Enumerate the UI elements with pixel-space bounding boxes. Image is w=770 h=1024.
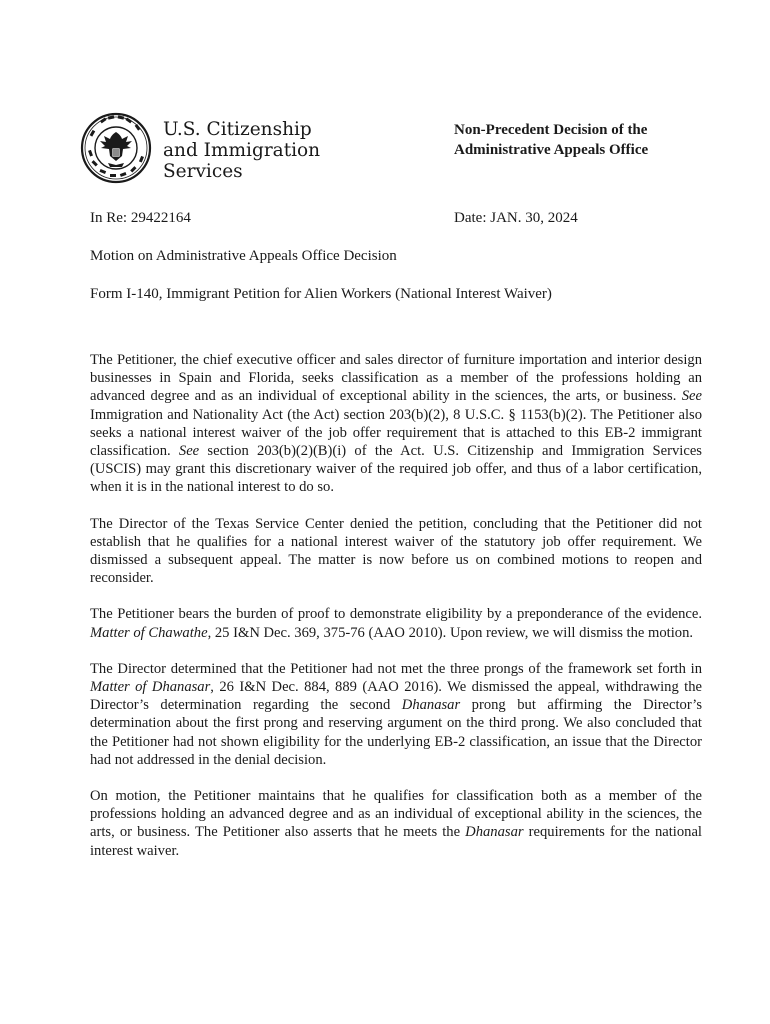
p3-case-citation: Matter of Chawathe: [90, 624, 208, 641]
agency-line-3: Services: [163, 161, 243, 182]
decision-type: [454, 121, 648, 160]
paragraph-4: [90, 660, 702, 769]
p5-text-b: requirements for the national interest waiver.: [90, 824, 702, 859]
agency-line-1: U.S. Citizenship: [163, 119, 312, 140]
p4-text-b: , 26 I&N Dec. 884, 889 (AAO 2016). We dismissed the appeal, withdrawing the Director’s determination regarding the second: [90, 679, 703, 714]
decision-date: Date: JAN. 30, 2024: [454, 210, 578, 226]
decision-type-line-1: Non-Precedent Decision of the: [454, 122, 648, 138]
p4-case-citation: Matter of Dhanasar: [90, 679, 211, 696]
agency-name: [163, 119, 320, 182]
p5-text-a: On motion, the Petitioner maintains that he qualifies for classification both as a member of the professions holding an advanced degree and as an individual of exceptional ability in the sciences, the arts, or business. The Petitioner also asserts that he meets the: [90, 788, 702, 841]
motion-type: Motion on Administrative Appeals Office Decision: [90, 248, 397, 264]
receipt-number: In Re: 29422164: [90, 210, 191, 226]
decision-type-line-2: Administrative Appeals Office: [454, 141, 649, 158]
p4-dhanasar: Dhanasar: [401, 697, 461, 714]
agency-line-2: and Immigration: [163, 140, 321, 161]
p3-text-a: The Petitioner bears the burden of proof to demonstrate eligibility by a preponderance of the evidence.: [90, 606, 702, 623]
p4-text-a: The Director determined that the Petitioner had not met the three prongs of the framework set forth in: [90, 660, 702, 677]
p3-text-b: , 25 I&N Dec. 369, 375-76 (AAO 2010). Upon review, we will dismiss the motion.: [207, 624, 694, 641]
p1-see-2: See: [178, 443, 200, 460]
dhs-seal-icon: [80, 112, 152, 184]
p4-text-c: prong but affirming the Director’s determination about the first prong and reserving argument on the third prong. We also concluded that the Petitioner had not shown eligibility for the underlying EB-2 classification, an issue that the Director had not addressed in the denial decision.: [90, 697, 702, 768]
decision-body: [90, 351, 702, 878]
paragraph-2: The Director of the Texas Service Center denied the petition, concluding that the Petitioner did not establish that he qualifies for a national interest waiver of the statutory job offer requirement. We dismissed a subsequent appeal. The matter is now before us on combined motions to reopen and reconsider.: [90, 515, 702, 587]
paragraph-1: [90, 351, 702, 497]
p1-text-c: section 203(b)(2)(B)(i) of the Act. U.S. Citizenship and Immigration Services (USCIS) may grant this discretionary waiver of the required job offer, and thus of a labor certification, when it is in the national interest to do so.: [90, 443, 702, 496]
p5-dhanasar: Dhanasar: [465, 824, 524, 841]
p1-text-a: The Petitioner, the chief executive officer and sales director of furniture importation and interior design businesses in Spain and Florida, seeks classification as a member of the professions holding an advanced degree and as an individual of exceptional ability in the sciences, the arts, or business.: [90, 352, 702, 405]
paragraph-3: [90, 605, 702, 641]
p1-see-1: See: [681, 388, 702, 405]
p1-text-b: Immigration and Nationality Act (the Act) section 203(b)(2), 8 U.S.C. § 1153(b)(2). The Petitioner also seeks a national interest waiver of the job offer requirement that is attached to this EB-2 immigrant classification.: [90, 406, 702, 460]
form-type: Form I-140, Immigrant Petition for Alien Workers (National Interest Waiver): [90, 286, 552, 302]
paragraph-5: [90, 787, 702, 860]
